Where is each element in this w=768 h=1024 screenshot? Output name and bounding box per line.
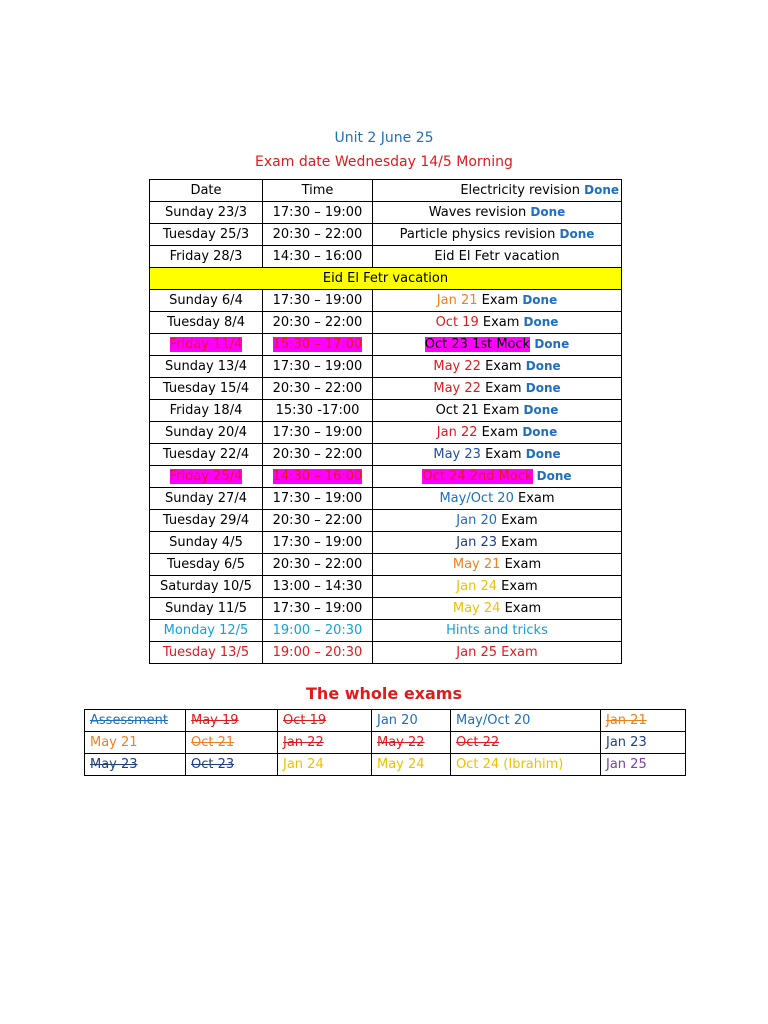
- task-cell: [373, 356, 622, 378]
- date-cell: [150, 378, 263, 400]
- exam-cell: Jan 21: [601, 710, 686, 732]
- schedule-row: [150, 554, 622, 576]
- whole-exams-row: [85, 710, 686, 732]
- exam-suffix: Exam: [485, 359, 522, 374]
- date-cell: [150, 532, 263, 554]
- done-label: Done: [559, 227, 595, 241]
- time-cell: [263, 202, 373, 224]
- time-text: 17:30 – 19:00: [272, 535, 363, 550]
- schedule-row: [150, 620, 622, 642]
- time-text: 20:30 – 22:00: [272, 447, 363, 462]
- time-cell: [263, 400, 373, 422]
- exam-suffix: Exam: [481, 425, 519, 440]
- done-label: Done: [530, 205, 566, 219]
- task-text: Oct 21: [435, 403, 479, 418]
- exam-cell: May 22: [372, 732, 451, 754]
- date-cell: [150, 576, 263, 598]
- exam-cell: May 23: [85, 754, 186, 776]
- exam-suffix: Exam: [501, 579, 538, 594]
- date-text: Sunday 6/4: [169, 293, 243, 308]
- date-text: Tuesday 25/3: [162, 227, 250, 242]
- task-cell: [373, 246, 622, 268]
- date-text: Sunday 20/4: [165, 425, 247, 440]
- page-title: Unit 2 June 25: [334, 130, 434, 146]
- task-text: Oct 23 1st Mock: [424, 337, 531, 352]
- time-text: 17:30 – 19:00: [272, 205, 363, 220]
- exam-cell: May 21: [85, 732, 186, 754]
- date-cell: [150, 598, 263, 620]
- date-text: Sunday 4/5: [169, 535, 243, 550]
- exam-suffix: Exam: [481, 293, 519, 308]
- task-cell: [373, 444, 622, 466]
- exam-cell: Assessment: [85, 710, 186, 732]
- schedule-row: [150, 466, 622, 488]
- date-text: Saturday 10/5: [160, 579, 252, 594]
- time-text: 19:00 – 20:30: [272, 623, 363, 638]
- task-text: Eid El Fetr vacation: [434, 249, 560, 264]
- exam-cell: Oct 24 (Ibrahim): [451, 754, 601, 776]
- date-text: Friday 11/4: [169, 337, 243, 352]
- done-label: Done: [536, 469, 572, 483]
- exam-suffix: Exam: [482, 315, 520, 330]
- task-text: Jan 23: [456, 535, 498, 550]
- task-cell: [373, 532, 622, 554]
- time-text: 17:30 – 19:00: [272, 359, 363, 374]
- time-cell: [263, 290, 373, 312]
- date-cell: [150, 180, 263, 202]
- exam-suffix: Exam: [482, 403, 520, 418]
- date-cell: [150, 290, 263, 312]
- whole-exams-title: The whole exams: [306, 684, 462, 703]
- time-cell: [263, 378, 373, 400]
- schedule-row: [150, 290, 622, 312]
- time-text: 17:30 – 19:00: [272, 293, 363, 308]
- date-text: Friday 28/3: [169, 249, 243, 264]
- schedule-row: [150, 422, 622, 444]
- exam-suffix: Exam: [485, 381, 522, 396]
- done-label: Done: [522, 293, 558, 307]
- done-label: Done: [525, 381, 561, 395]
- exam-cell: Oct 22: [451, 732, 601, 754]
- date-cell: [150, 488, 263, 510]
- task-cell: [373, 576, 622, 598]
- exam-date-subtitle: Exam date Wednesday 14/5 Morning: [255, 154, 513, 170]
- time-cell: [263, 532, 373, 554]
- time-cell: [263, 642, 373, 664]
- schedule-row: [150, 246, 622, 268]
- done-label: Done: [525, 447, 561, 461]
- task-cell: [373, 598, 622, 620]
- time-text: 20:30 – 22:00: [272, 557, 363, 572]
- task-text: Particle physics revision: [399, 227, 556, 242]
- time-text: 15:30 -17:00: [275, 403, 360, 418]
- exam-cell: Jan 22: [278, 732, 372, 754]
- date-text: Friday 18/4: [169, 403, 243, 418]
- task-text: May 24: [452, 601, 501, 616]
- exam-suffix: Exam: [501, 513, 538, 528]
- time-text: 13:00 – 14:30: [272, 579, 363, 594]
- time-text: Time: [301, 183, 334, 198]
- schedule-row: [150, 642, 622, 664]
- task-cell: [373, 554, 622, 576]
- task-text: Electricity revision: [460, 183, 580, 198]
- exam-cell: May 24: [372, 754, 451, 776]
- task-cell: [373, 202, 622, 224]
- task-text: May 22: [433, 381, 481, 396]
- task-text: Oct 19: [435, 315, 479, 330]
- time-text: 20:30 – 22:00: [272, 227, 363, 242]
- task-text: Hints and tricks: [446, 623, 548, 638]
- date-cell: [150, 334, 263, 356]
- date-text: Tuesday 6/5: [167, 557, 245, 572]
- task-cell: [373, 422, 622, 444]
- date-cell: [150, 642, 263, 664]
- schedule-row: [150, 378, 622, 400]
- schedule-row: [150, 444, 622, 466]
- exam-cell: Jan 20: [372, 710, 451, 732]
- date-text: Tuesday 8/4: [167, 315, 245, 330]
- date-text: Sunday 13/4: [165, 359, 247, 374]
- schedule-row: [150, 488, 622, 510]
- task-text: May 21: [452, 557, 501, 572]
- task-cell: [373, 312, 622, 334]
- task-cell: [373, 510, 622, 532]
- time-text: 17:30 – 19:00: [272, 425, 363, 440]
- time-cell: [263, 444, 373, 466]
- task-cell: [373, 620, 622, 642]
- whole-exams-row: [85, 732, 686, 754]
- exam-cell: Jan 23: [601, 732, 686, 754]
- time-cell: [263, 334, 373, 356]
- time-text: 17:30 – 19:00: [272, 601, 363, 616]
- whole-exams-body: [85, 710, 686, 776]
- time-cell: [263, 620, 373, 642]
- whole-exams-table: [84, 709, 686, 776]
- time-cell: [263, 422, 373, 444]
- time-text: 20:30 – 22:00: [272, 315, 363, 330]
- schedule-row: [150, 510, 622, 532]
- date-text: Tuesday 13/5: [162, 645, 250, 660]
- task-cell: [373, 642, 622, 664]
- date-cell: [150, 422, 263, 444]
- exam-cell: May 19: [186, 710, 278, 732]
- whole-exams-row: [85, 754, 686, 776]
- time-cell: [263, 356, 373, 378]
- time-cell: [263, 488, 373, 510]
- time-cell: [263, 312, 373, 334]
- date-cell: [150, 466, 263, 488]
- done-label: Done: [522, 425, 558, 439]
- time-text: 20:30 – 22:00: [272, 513, 363, 528]
- done-label: Done: [523, 315, 559, 329]
- date-cell: [150, 224, 263, 246]
- date-cell: [150, 400, 263, 422]
- time-text: 14:30 – 16:00: [272, 469, 363, 484]
- time-cell: [263, 180, 373, 202]
- done-label: Done: [525, 359, 561, 373]
- vacation-cell: Eid El Fetr vacation: [150, 268, 622, 290]
- task-cell: [373, 290, 622, 312]
- date-cell: [150, 246, 263, 268]
- task-text: Jan 25 Exam: [456, 645, 538, 660]
- time-cell: [263, 224, 373, 246]
- schedule-row: [150, 202, 622, 224]
- exam-cell: Oct 19: [278, 710, 372, 732]
- task-text: Waves revision: [428, 205, 527, 220]
- schedule-row: [150, 224, 622, 246]
- time-cell: [263, 598, 373, 620]
- date-text: Monday 12/5: [163, 623, 249, 638]
- date-text: Sunday 11/5: [165, 601, 247, 616]
- done-label: Done: [523, 403, 559, 417]
- exam-suffix: Exam: [501, 535, 538, 550]
- schedule-row: [150, 268, 622, 290]
- exam-cell: Oct 23: [186, 754, 278, 776]
- exam-suffix: Exam: [485, 447, 522, 462]
- time-text: 14:30 – 16:00: [272, 249, 363, 264]
- task-text: Oct 24 2nd Mock: [422, 469, 533, 484]
- time-cell: [263, 576, 373, 598]
- time-cell: [263, 246, 373, 268]
- task-text: Jan 21: [436, 293, 478, 308]
- task-text: May 22: [433, 359, 481, 374]
- exam-cell: Jan 25: [601, 754, 686, 776]
- task-cell: [373, 400, 622, 422]
- time-cell: [263, 510, 373, 532]
- time-text: 20:30 – 22:00: [272, 381, 363, 396]
- date-cell: [150, 554, 263, 576]
- task-text: Jan 24: [456, 579, 498, 594]
- task-cell: [373, 378, 622, 400]
- task-text: Jan 20: [456, 513, 498, 528]
- date-text: Date: [190, 183, 222, 198]
- exam-suffix: Exam: [518, 491, 555, 506]
- task-cell: [373, 224, 622, 246]
- schedule-row: [150, 400, 622, 422]
- date-cell: [150, 620, 263, 642]
- time-text: 17:30 – 19:00: [272, 491, 363, 506]
- exam-cell: Oct 21: [186, 732, 278, 754]
- task-text: May 23: [433, 447, 481, 462]
- schedule-row: [150, 356, 622, 378]
- schedule-row: [150, 576, 622, 598]
- task-cell: [373, 488, 622, 510]
- done-label: Done: [534, 337, 570, 351]
- exam-suffix: Exam: [504, 601, 542, 616]
- date-cell: [150, 356, 263, 378]
- date-text: Tuesday 15/4: [162, 381, 250, 396]
- time-text: 15:30 – 17:00: [272, 337, 363, 352]
- task-cell: [373, 334, 622, 356]
- done-label: Done: [584, 183, 619, 197]
- date-cell: [150, 202, 263, 224]
- date-cell: [150, 444, 263, 466]
- schedule-row: [150, 312, 622, 334]
- task-cell: [373, 466, 622, 488]
- time-text: 19:00 – 20:30: [272, 645, 363, 660]
- schedule-row: [150, 180, 622, 202]
- schedule-row: [150, 532, 622, 554]
- exam-cell: May/Oct 20: [451, 710, 601, 732]
- time-cell: [263, 466, 373, 488]
- exam-suffix: Exam: [504, 557, 542, 572]
- time-cell: [263, 554, 373, 576]
- date-text: Friday 25/4: [169, 469, 243, 484]
- date-cell: [150, 312, 263, 334]
- task-text: Jan 22: [436, 425, 478, 440]
- date-cell: [150, 510, 263, 532]
- exam-cell: Jan 24: [278, 754, 372, 776]
- date-text: Tuesday 22/4: [162, 447, 250, 462]
- schedule-row: [150, 598, 622, 620]
- date-text: Sunday 23/3: [165, 205, 247, 220]
- schedule-table: [149, 179, 622, 664]
- schedule-row: [150, 334, 622, 356]
- task-text: May/Oct 20: [439, 491, 514, 506]
- schedule-body: [150, 180, 622, 664]
- date-text: Tuesday 29/4: [162, 513, 250, 528]
- date-text: Sunday 27/4: [165, 491, 247, 506]
- task-cell: [373, 180, 622, 202]
